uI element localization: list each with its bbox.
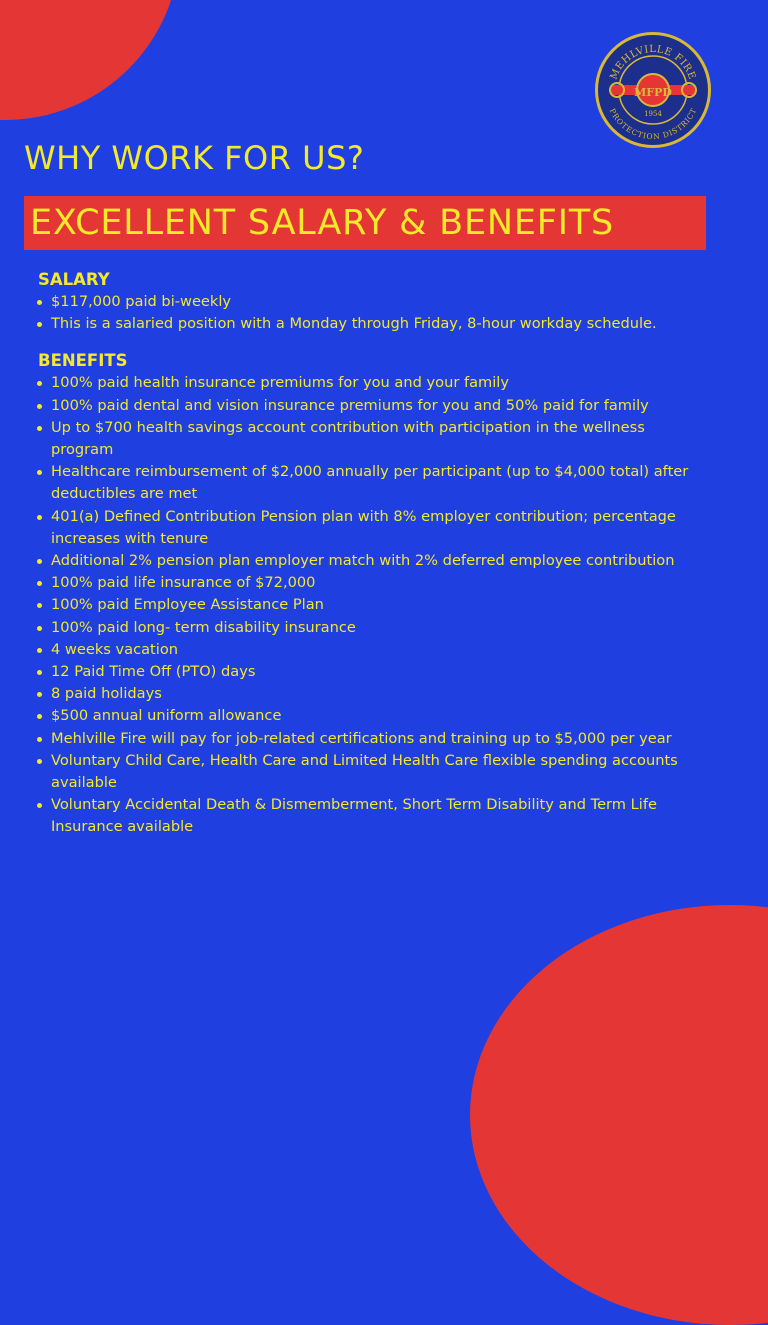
list-item: Additional 2% pension plan employer match with 2% deferred employee contribution (38, 550, 698, 572)
logo-year: 1954 (644, 110, 662, 118)
list-item: $500 annual uniform allowance (38, 705, 698, 727)
list-item: 4 weeks vacation (38, 639, 698, 661)
headline-banner-text: EXCELLENT SALARY & BENEFITS (30, 203, 615, 243)
list-item: Voluntary Accidental Death & Dismemberment, Short Term Disability and Term Life Insurance available (38, 794, 698, 838)
decorative-red-circle-top-left (0, 0, 180, 120)
page-heading: WHY WORK FOR US? (24, 139, 365, 177)
logo-name-top: MEHLVILLE FIRE (608, 43, 698, 82)
list-item: 100% paid life insurance of $72,000 (38, 572, 698, 594)
benefits-list (38, 372, 698, 838)
logo-monogram: MFPD (634, 86, 672, 99)
list-item: Healthcare reimbursement of $2,000 annually per participant (up to $4,000 total) after deductibles are met (38, 461, 698, 505)
list-item: Voluntary Child Care, Health Care and Limited Health Care flexible spending accounts available (38, 750, 698, 794)
headline-banner (24, 196, 706, 250)
list-item: Up to $700 health savings account contribution with participation in the wellness program (38, 417, 698, 461)
list-item: 100% paid dental and vision insurance premiums for you and 50% paid for family (38, 395, 698, 417)
list-item: 8 paid holidays (38, 683, 698, 705)
list-item: Mehlville Fire will pay for job-related certifications and training up to $5,000 per year (38, 728, 698, 750)
salary-list (38, 291, 698, 335)
mehlville-fire-logo (593, 30, 713, 150)
logo-name-bottom: PROTECTION DISTRICT (607, 107, 699, 142)
list-item: 12 Paid Time Off (PTO) days (38, 661, 698, 683)
list-item: 100% paid Employee Assistance Plan (38, 594, 698, 616)
salary-heading: SALARY (38, 270, 110, 289)
list-item: 100% paid health insurance premiums for you and your family (38, 372, 698, 394)
benefits-heading: BENEFITS (38, 351, 128, 371)
list-item: This is a salaried position with a Monday through Friday, 8-hour workday schedule. (38, 313, 698, 335)
list-item: 100% paid long- term disability insurance (38, 617, 698, 639)
decorative-red-circle-bottom-right (470, 905, 768, 1325)
list-item: $117,000 paid bi-weekly (38, 291, 698, 313)
main-content (38, 269, 698, 839)
list-item: 401(a) Defined Contribution Pension plan with 8% employer contribution; percentage increases with tenure (38, 506, 698, 550)
